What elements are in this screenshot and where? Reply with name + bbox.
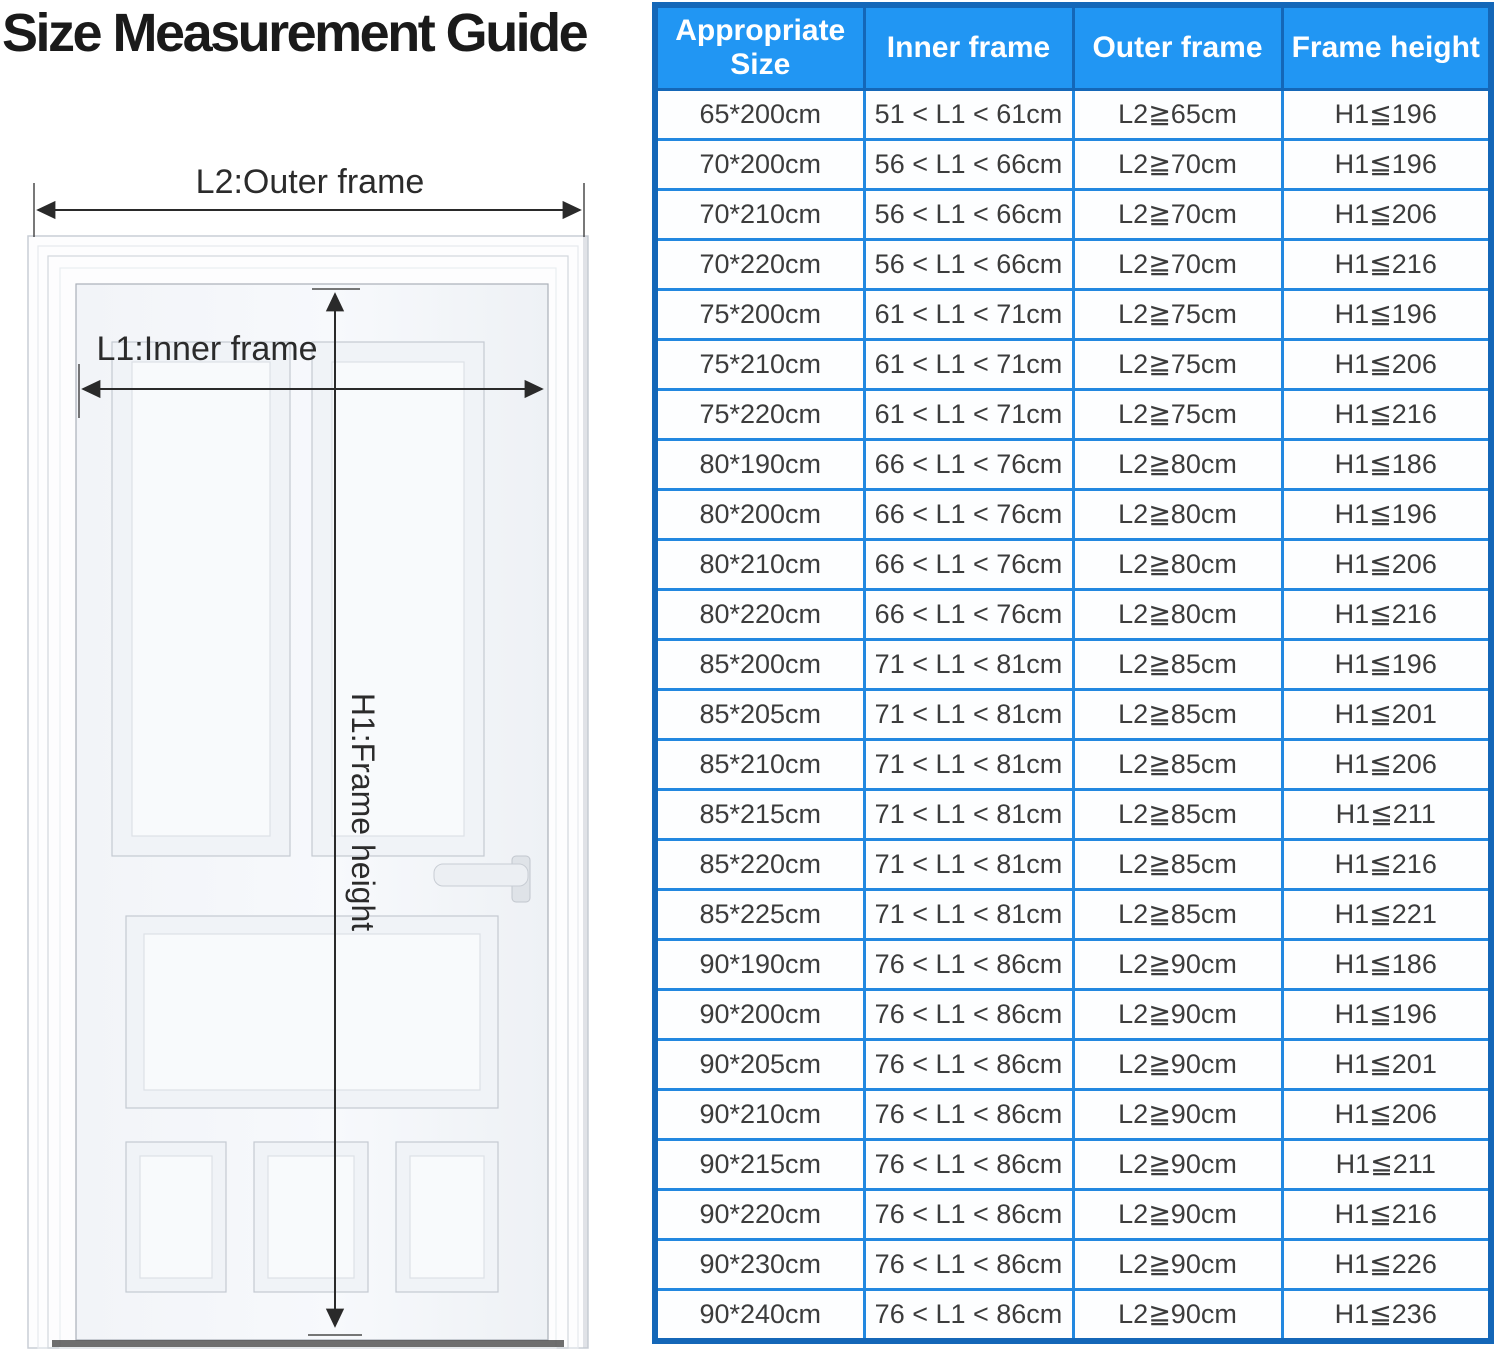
table-cell: 70*210cm [655,190,864,240]
header-appropriate-size: Appropriate Size [655,5,864,90]
table-cell: L2≧75cm [1073,390,1282,440]
table-cell: L2≧80cm [1073,590,1282,640]
door-slab [52,284,564,1347]
table-cell: 75*200cm [655,290,864,340]
table-cell: 66 < L1 < 76cm [864,440,1073,490]
table-row [655,540,1491,590]
table-cell: 85*210cm [655,740,864,790]
table-cell: 76 < L1 < 86cm [864,1190,1073,1240]
table-cell: H1≦186 [1282,940,1491,990]
table-row [655,640,1491,690]
table-row [655,490,1491,540]
table-row [655,340,1491,390]
table-cell: 76 < L1 < 86cm [864,1040,1073,1090]
table-cell: H1≦206 [1282,540,1491,590]
table-cell: L2≧90cm [1073,1140,1282,1190]
table-row [655,90,1491,140]
table-cell: L2≧90cm [1073,990,1282,1040]
table-cell: 90*240cm [655,1290,864,1342]
table-cell: L2≧80cm [1073,490,1282,540]
table-cell: 80*210cm [655,540,864,590]
table-cell: 71 < L1 < 81cm [864,640,1073,690]
table-cell: L2≧65cm [1073,90,1282,140]
table-cell: H1≦186 [1282,440,1491,490]
table-cell: L2≧75cm [1073,340,1282,390]
table-cell: H1≦216 [1282,240,1491,290]
table-cell: 56 < L1 < 66cm [864,190,1073,240]
table-cell: L2≧85cm [1073,640,1282,690]
table-cell: 90*210cm [655,1090,864,1140]
table-row [655,240,1491,290]
door-threshold [52,1340,564,1347]
table-cell: H1≦206 [1282,340,1491,390]
table-cell: L2≧70cm [1073,190,1282,240]
door-panel-bottom-right [396,1142,498,1292]
table-cell: 75*210cm [655,340,864,390]
table-row [655,690,1491,740]
door-panel-top-right [312,342,484,856]
table-cell: H1≦216 [1282,840,1491,890]
table-cell: 76 < L1 < 86cm [864,1090,1073,1140]
table-row [655,790,1491,840]
table-cell: 66 < L1 < 76cm [864,540,1073,590]
outer-frame-label: L2:Outer frame [195,163,425,201]
table-cell: 66 < L1 < 76cm [864,490,1073,540]
inner-frame-label: L1:Inner frame [96,330,318,368]
door-panel-middle [126,916,498,1108]
table-cell: 71 < L1 < 81cm [864,790,1073,840]
table-cell: L2≧85cm [1073,790,1282,840]
table-cell: L2≧90cm [1073,1240,1282,1290]
size-table-body [655,90,1491,1342]
table-cell: H1≦201 [1282,690,1491,740]
table-cell: 71 < L1 < 81cm [864,740,1073,790]
table-cell: 66 < L1 < 76cm [864,590,1073,640]
table-cell: 56 < L1 < 66cm [864,140,1073,190]
table-cell: H1≦206 [1282,1090,1491,1140]
table-cell: 90*215cm [655,1140,864,1190]
table-row [655,190,1491,240]
table-cell: 76 < L1 < 86cm [864,940,1073,990]
table-cell: 61 < L1 < 71cm [864,340,1073,390]
table-cell: H1≦201 [1282,1040,1491,1090]
table-cell: 71 < L1 < 81cm [864,890,1073,940]
table-cell: H1≦216 [1282,1190,1491,1240]
table-cell: H1≦236 [1282,1290,1491,1342]
dimension-outer-frame [34,163,584,237]
table-cell: H1≦226 [1282,1240,1491,1290]
table-cell: 65*200cm [655,90,864,140]
header-inner-frame: Inner frame [864,5,1073,90]
table-cell: L2≧70cm [1073,140,1282,190]
table-cell: H1≦196 [1282,990,1491,1040]
table-cell: L2≧70cm [1073,240,1282,290]
table-cell: H1≦196 [1282,140,1491,190]
table-cell: H1≦206 [1282,740,1491,790]
table-cell: 80*190cm [655,440,864,490]
table-cell: H1≦206 [1282,190,1491,240]
door-panel-top-left [112,342,290,856]
table-cell: 76 < L1 < 86cm [864,1140,1073,1190]
table-row [655,1040,1491,1090]
table-cell: 80*200cm [655,490,864,540]
table-row [655,440,1491,490]
table-row [655,890,1491,940]
table-cell: 90*200cm [655,990,864,1040]
table-cell: L2≧90cm [1073,1040,1282,1090]
table-row [655,1190,1491,1240]
door-panel-bottom-left [126,1142,226,1292]
table-cell: L2≧90cm [1073,940,1282,990]
table-cell: L2≧90cm [1073,1290,1282,1342]
table-row [655,1240,1491,1290]
table-cell: 76 < L1 < 86cm [864,1240,1073,1290]
table-row [655,940,1491,990]
table-row [655,840,1491,890]
table-cell: 61 < L1 < 71cm [864,390,1073,440]
table-cell: L2≧85cm [1073,690,1282,740]
size-table [652,2,1494,1344]
table-row [655,390,1491,440]
door-panel-bottom-center [254,1142,368,1292]
table-cell: H1≦211 [1282,1140,1491,1190]
table-cell: 90*230cm [655,1240,864,1290]
header-frame-height: Frame height [1282,5,1491,90]
table-cell: H1≦216 [1282,390,1491,440]
table-row [655,590,1491,640]
table-cell: L2≧85cm [1073,840,1282,890]
table-cell: 70*220cm [655,240,864,290]
table-cell: 51 < L1 < 61cm [864,90,1073,140]
table-row [655,140,1491,190]
table-cell: 76 < L1 < 86cm [864,1290,1073,1342]
table-cell: 90*205cm [655,1040,864,1090]
frame-height-label: H1:Frame height [345,692,381,932]
table-cell: 85*225cm [655,890,864,940]
table-cell: H1≦196 [1282,290,1491,340]
table-cell: L2≧85cm [1073,740,1282,790]
table-cell: H1≦216 [1282,590,1491,640]
table-cell: 90*220cm [655,1190,864,1240]
table-row [655,740,1491,790]
header-outer-frame: Outer frame [1073,5,1282,90]
table-cell: L2≧90cm [1073,1090,1282,1140]
table-row [655,1090,1491,1140]
table-cell: H1≦196 [1282,640,1491,690]
table-row [655,1140,1491,1190]
table-cell: H1≦211 [1282,790,1491,840]
table-cell: 80*220cm [655,590,864,640]
size-table-header [655,5,1491,90]
table-cell: 85*205cm [655,690,864,740]
page-title: Size Measurement Guide [2,3,587,63]
door-measurement-diagram [0,0,650,1357]
table-cell: 75*220cm [655,390,864,440]
table-cell: L2≧80cm [1073,540,1282,590]
table-cell: H1≦196 [1282,490,1491,540]
table-cell: 90*190cm [655,940,864,990]
table-cell: 71 < L1 < 81cm [864,690,1073,740]
table-cell: L2≧85cm [1073,890,1282,940]
header-row [655,5,1491,90]
table-cell: 85*215cm [655,790,864,840]
table-cell: L2≧90cm [1073,1190,1282,1240]
table-cell: H1≦221 [1282,890,1491,940]
table-cell: H1≦196 [1282,90,1491,140]
table-cell: 71 < L1 < 81cm [864,840,1073,890]
table-cell: L2≧75cm [1073,290,1282,340]
table-cell: 85*220cm [655,840,864,890]
table-cell: 76 < L1 < 86cm [864,990,1073,1040]
table-row [655,990,1491,1040]
table-cell: 85*200cm [655,640,864,690]
table-cell: 70*200cm [655,140,864,190]
table-cell: L2≧80cm [1073,440,1282,490]
table-row [655,290,1491,340]
table-cell: 56 < L1 < 66cm [864,240,1073,290]
table-cell: 61 < L1 < 71cm [864,290,1073,340]
table-row [655,1290,1491,1342]
